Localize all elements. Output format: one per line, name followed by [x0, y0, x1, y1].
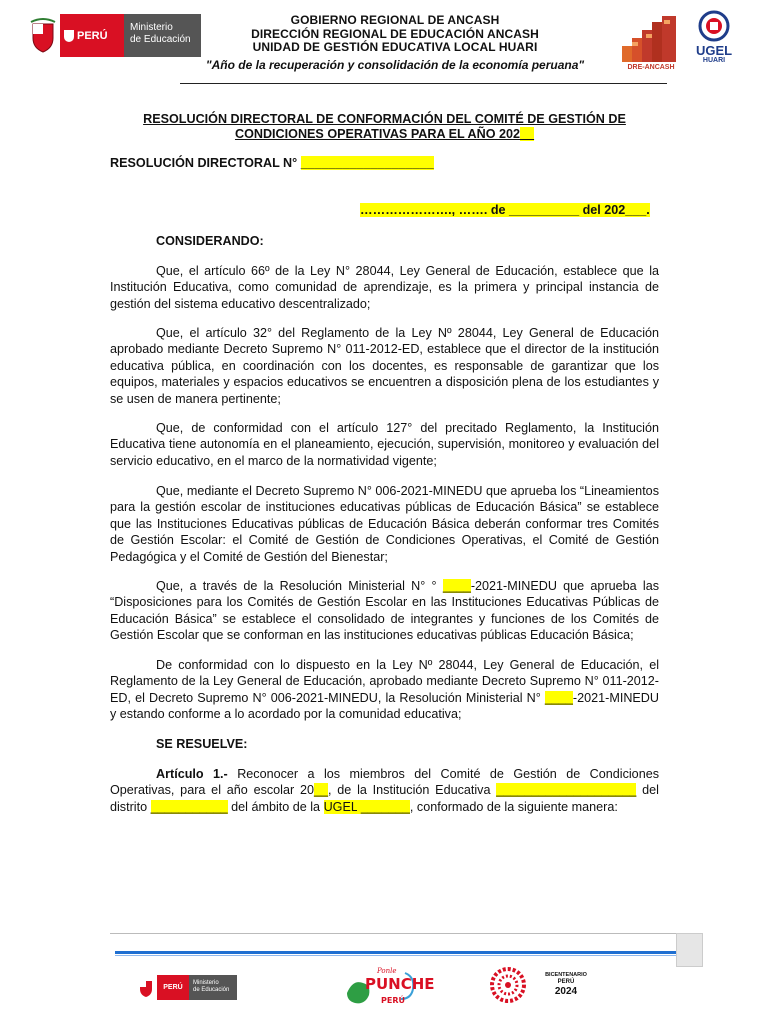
- ugel-blank[interactable]: _______: [357, 799, 410, 814]
- article-1-label: Artículo 1.-: [156, 767, 228, 781]
- district-blank[interactable]: ___________: [150, 799, 228, 814]
- footer-coat-of-arms-icon: [135, 975, 157, 1000]
- school-year-blank[interactable]: __: [313, 783, 328, 798]
- ponle-punche-peru-logo-icon: [343, 963, 435, 1008]
- bicentenario-label: BICENTENARIO PERÚ 2024: [545, 972, 587, 997]
- year-blank[interactable]: __: [520, 127, 535, 141]
- header-line-3: UNIDAD DE GESTIÓN EDUCATIVA LOCAL HUARI: [252, 40, 538, 54]
- peru-coat-of-arms-icon: [26, 14, 60, 57]
- dre-ancash-logo-icon: [620, 12, 682, 64]
- paragraph-6: De conformidad con lo dispuesto en la Ley Nº 28044, Ley General de Educación, el Reglamento de la Ley General de Educación, aprobado mediante Decreto Supremo N° 011-2012-ED, el Decreto Supremo N° 006-2021-MINEDU, la Resolución Ministerial N° ____-2021-MINEDU y estando conforme a lo acordado por la comunidad educativa;: [110, 658, 659, 722]
- paragraph-3: Que, de conformidad con el artículo 127° del precitado Reglamento, la Institución Educativa tiene autonomía en el planeamiento, ejecución, supervisión, monitoreo y evaluación del servicio educativo, en el marco de la normatividad vigente;: [110, 421, 659, 468]
- resolution-number-line: RESOLUCIÓN DIRECTORAL N° ___________________: [110, 156, 434, 170]
- institution-blank[interactable]: ____________________: [496, 783, 637, 798]
- punche-line-1: Ponle: [377, 967, 397, 975]
- footer-minedu-logo: PERÚ Ministerio de Educación: [135, 975, 237, 1000]
- paragraph-5: Que, a través de la Resolución Ministerial N° ° ____-2021-MINEDU que aprueba las “Disposiciones para los Comités de Gestión Escolar en las Instituciones Educativas Públicas de Educación Básica” se establece el consolidado de integrantes y funciones de los Comités de Gestión Escolar que se conforman en las instituciones educativas públicas Educación Básica;: [110, 579, 659, 643]
- article-1: Artículo 1.- Reconocer a los miembros del Comité de Gestión de Condiciones Operativas, para el año escolar 20__, de la Institución Educativa ____________________ del distrito ___________ del ámbito de la UGEL _______, conformado de la siguiente manera:: [110, 767, 659, 814]
- header-line-2: DIRECCIÓN REGIONAL DE EDUCACIÓN ANCASH: [251, 26, 539, 41]
- peru-label: PERÚ: [60, 14, 124, 57]
- resolution-number-blank[interactable]: ___________________: [300, 156, 434, 170]
- ugel-label: UGEL: [695, 43, 733, 58]
- considerando-heading: CONSIDERANDO:: [156, 234, 264, 248]
- se-resuelve-heading: SE RESUELVE:: [156, 737, 248, 751]
- header-line-1: GOBIERNO REGIONAL DE ANCASH: [290, 13, 500, 27]
- ugel-sub-label: HUARI: [702, 57, 726, 64]
- place-date-line[interactable]: …………………., ……. de __________ del 202___.: [360, 203, 650, 217]
- rm-number-blank[interactable]: ____: [442, 579, 471, 593]
- header-rule: [180, 83, 667, 84]
- footer-rule-thin: [115, 955, 676, 956]
- paragraph-2: Que, el artículo 32° del Reglamento de la Ley Nº 28044, Ley General de Educación aprobado mediante Decreto Supremo N° 011-2012-ED, establece que el director de la institución educativa pública, en coordinación con los docentes, es responsable de garantizar que los equipos, materiales y espacios educativos se encuentren a disposición plena de los estudiantes y se usen de manera pertinente;: [110, 326, 659, 406]
- footer-rule: [115, 951, 676, 954]
- dre-ancash-label: DRE-ANCASH: [627, 64, 675, 71]
- year-motto: "Año de la recuperación y consolidación de la economía peruana": [205, 57, 585, 72]
- rm-number-blank-2[interactable]: ____: [544, 690, 573, 705]
- document-header: [0, 0, 768, 90]
- ugel-name: UGEL: [323, 799, 358, 814]
- paragraph-1: Que, el artículo 66º de la Ley N° 28044, Ley General de Educación, establece que la Institución Educativa, como comunidad de aprendizaje, es la primera y principal instancia de gestión del sistema educativo descentralizado;: [110, 264, 659, 311]
- table-top-border: [110, 933, 676, 934]
- header-institution-text: [180, 14, 610, 72]
- punche-line-3: PERÚ: [381, 996, 405, 1005]
- ministry-name: Ministerio de Educación: [124, 14, 201, 57]
- ugel-huari-logo: [686, 10, 742, 74]
- document-title: RESOLUCIÓN DIRECTORAL DE CONFORMACIÓN DEL COMITÉ DE GESTIÓN DE CONDICIONES OPERATIVAS PARA EL AÑO 202__: [143, 112, 626, 141]
- table-corner-cell: [676, 933, 703, 967]
- punche-line-2: PUNCHE: [365, 975, 435, 993]
- ugel-emblem-icon: [698, 10, 730, 42]
- minedu-logo: [26, 14, 201, 57]
- paragraph-4: Que, mediante el Decreto Supremo N° 006-2021-MINEDU que aprueba los “Lineamientos para la gestión escolar de instituciones educativas públicas de Educación Básica” se establece que las Instituciones Educativas públicas de Educación Básica deberán conformar tres Comités de Gestión Escolar: el Comité de Gestión de Condiciones Operativas, el Comité de Gestión Pedagógica y el Comité de Gestión del Bienestar;: [110, 484, 659, 564]
